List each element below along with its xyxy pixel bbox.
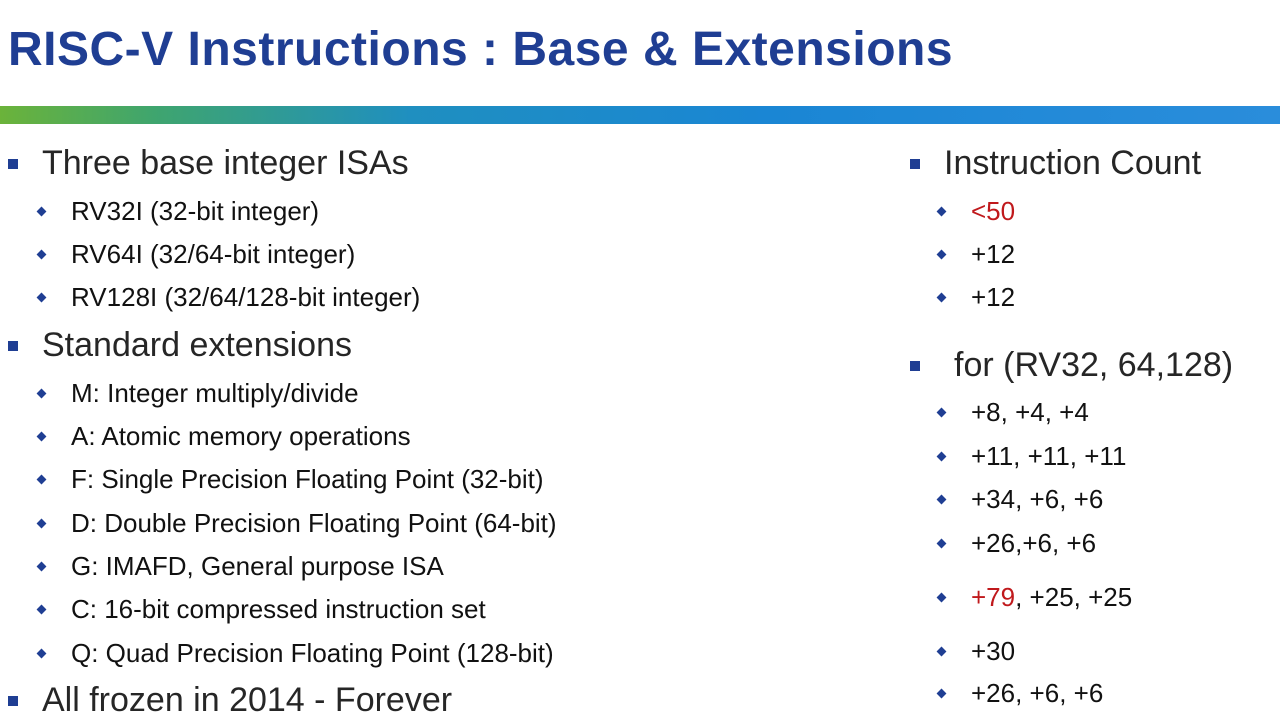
- title-gradient-bar: [0, 106, 1280, 124]
- square-bullet-icon: [8, 696, 18, 706]
- count-rv32i: <50: [971, 196, 1016, 226]
- diamond-bullet-icon: [37, 605, 47, 615]
- diamond-bullet-icon: [937, 207, 947, 217]
- square-bullet-icon: [8, 341, 18, 351]
- count-g-highlight: +79: [971, 582, 1016, 612]
- base-isa-rv64i: RV64I (32/64-bit integer): [71, 239, 356, 269]
- extension-c: C: 16-bit compressed instruction set: [71, 594, 486, 624]
- extension-q: Q: Quad Precision Floating Point (128-bit): [71, 638, 554, 668]
- slide-title: RISC-V Instructions : Base & Extensions: [8, 23, 954, 76]
- for-rv-heading: for (RV32, 64,128): [954, 346, 1234, 384]
- extension-d: D: Double Precision Floating Point (64-bit): [71, 508, 557, 538]
- diamond-bullet-icon: [937, 452, 947, 462]
- extension-g: G: IMAFD, General purpose ISA: [71, 551, 444, 581]
- square-bullet-icon: [910, 361, 920, 371]
- count-c: +30: [971, 636, 1016, 666]
- extension-a: A: Atomic memory operations: [71, 421, 411, 451]
- diamond-bullet-icon: [937, 293, 947, 303]
- base-isa-rv128i: RV128I (32/64/128-bit integer): [71, 282, 421, 312]
- diamond-bullet-icon: [37, 432, 47, 442]
- diamond-bullet-icon: [37, 389, 47, 399]
- diamond-bullet-icon: [937, 689, 947, 699]
- diamond-bullet-icon: [37, 562, 47, 572]
- instruction-count-heading: Instruction Count: [944, 144, 1202, 182]
- diamond-bullet-icon: [37, 519, 47, 529]
- diamond-bullet-icon: [37, 475, 47, 485]
- count-q: +26, +6, +6: [971, 678, 1104, 708]
- standard-extensions-heading: Standard extensions: [42, 326, 352, 364]
- count-d: +26,+6, +6: [971, 528, 1097, 558]
- diamond-bullet-icon: [37, 207, 47, 217]
- diamond-bullet-icon: [937, 593, 947, 603]
- square-bullet-icon: [910, 159, 920, 169]
- diamond-bullet-icon: [937, 250, 947, 260]
- diamond-bullet-icon: [937, 495, 947, 505]
- diamond-bullet-icon: [37, 250, 47, 260]
- all-frozen-text: All frozen in 2014 - Forever: [42, 681, 453, 719]
- base-isa-rv32i: RV32I (32-bit integer): [71, 196, 320, 226]
- diamond-bullet-icon: [937, 408, 947, 418]
- count-rv64i: +12: [971, 239, 1016, 269]
- diamond-bullet-icon: [937, 647, 947, 657]
- square-bullet-icon: [8, 159, 18, 169]
- count-g: [971, 581, 1132, 613]
- base-isas-heading: Three base integer ISAs: [42, 144, 409, 182]
- extension-f: F: Single Precision Floating Point (32-bit): [71, 464, 544, 494]
- diamond-bullet-icon: [37, 293, 47, 303]
- extension-m: M: Integer multiply/divide: [71, 378, 359, 408]
- count-a: +11, +11, +11: [971, 441, 1127, 471]
- count-rv128i: +12: [971, 282, 1016, 312]
- diamond-bullet-icon: [37, 649, 47, 659]
- count-g-rest: , +25, +25: [1015, 582, 1133, 612]
- count-f: +34, +6, +6: [971, 484, 1104, 514]
- count-m: +8, +4, +4: [971, 397, 1089, 427]
- diamond-bullet-icon: [937, 539, 947, 549]
